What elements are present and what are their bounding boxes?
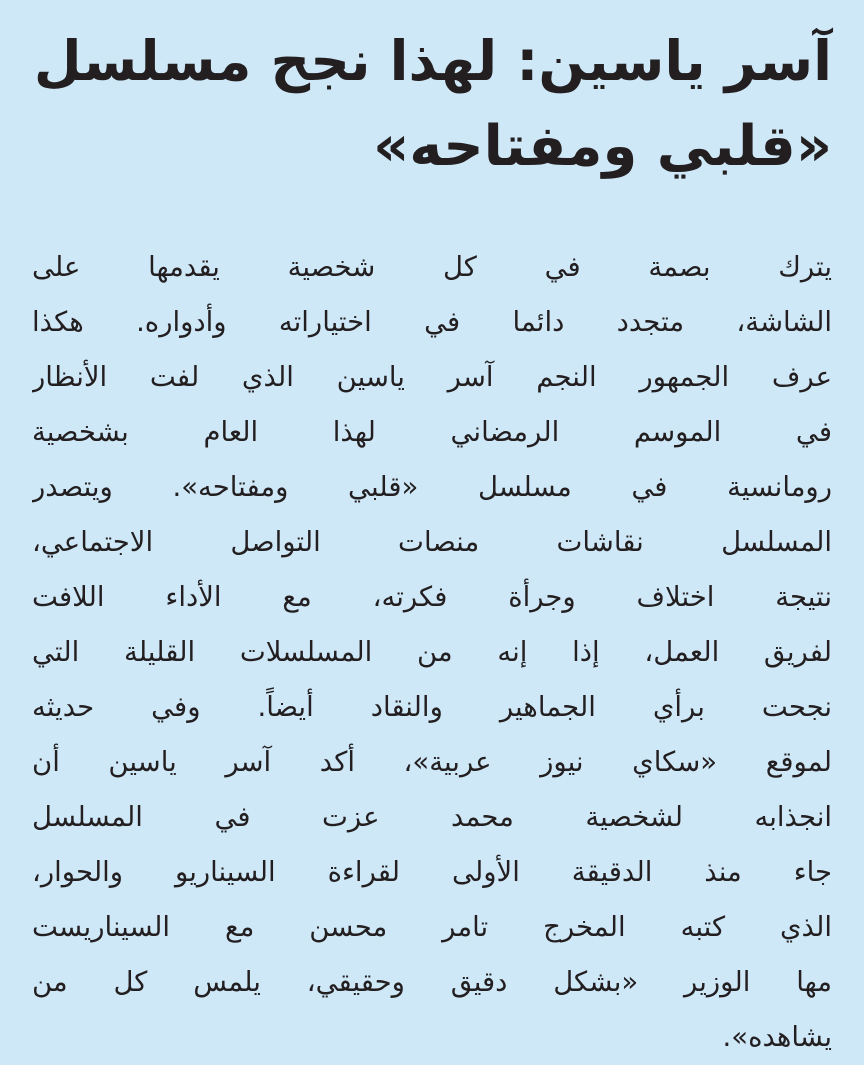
body-line: يترك بصمة في كل شخصية يقدمها على	[32, 251, 832, 283]
body-line: الشاشة، متجدد دائما في اختياراته وأدواره. هكذا	[32, 306, 832, 338]
body-line: نجحت برأي الجماهير والنقاد أيضاً. وفي حديثه	[32, 691, 832, 723]
body-line: في الموسم الرمضاني لهذا العام بشخصية	[32, 416, 832, 448]
body-line: رومانسية في مسلسل «قلبي ومفتاحه». ويتصدر	[32, 471, 832, 503]
body-line: يشاهده».	[722, 1021, 832, 1053]
body-line: انجذابه لشخصية محمد عزت في المسلسل	[32, 801, 832, 833]
body-line: مها الوزير «بشكل دقيق وحقيقي، يلمس كل من	[32, 966, 832, 998]
news-article	[32, 18, 832, 1053]
headline-line: «قلبي ومفتاحه»	[373, 114, 832, 179]
headline-line: آسر ياسين: لهذا نجح مسلسل	[33, 29, 832, 93]
body-line: الذي كتبه المخرج تامر محسن مع السيناريست	[32, 911, 832, 943]
body-line: لموقع «سكاي نيوز عربية»، أكد آسر ياسين أن	[32, 746, 832, 778]
body-line: المسلسل نقاشات منصات التواصل الاجتماعي،	[32, 526, 832, 558]
body-line: لفريق العمل، إذا إنه من المسلسلات القليلة التي	[32, 636, 832, 668]
body-line: جاء منذ الدقيقة الأولى لقراءة السيناريو والحوار،	[32, 856, 832, 888]
article-body	[32, 240, 832, 1065]
body-line: عرف الجمهور النجم آسر ياسين الذي لفت الأنظار	[32, 361, 832, 393]
body-line: نتيجة اختلاف وجرأة فكرته، مع الأداء اللافت	[32, 581, 832, 613]
article-headline	[32, 18, 832, 190]
